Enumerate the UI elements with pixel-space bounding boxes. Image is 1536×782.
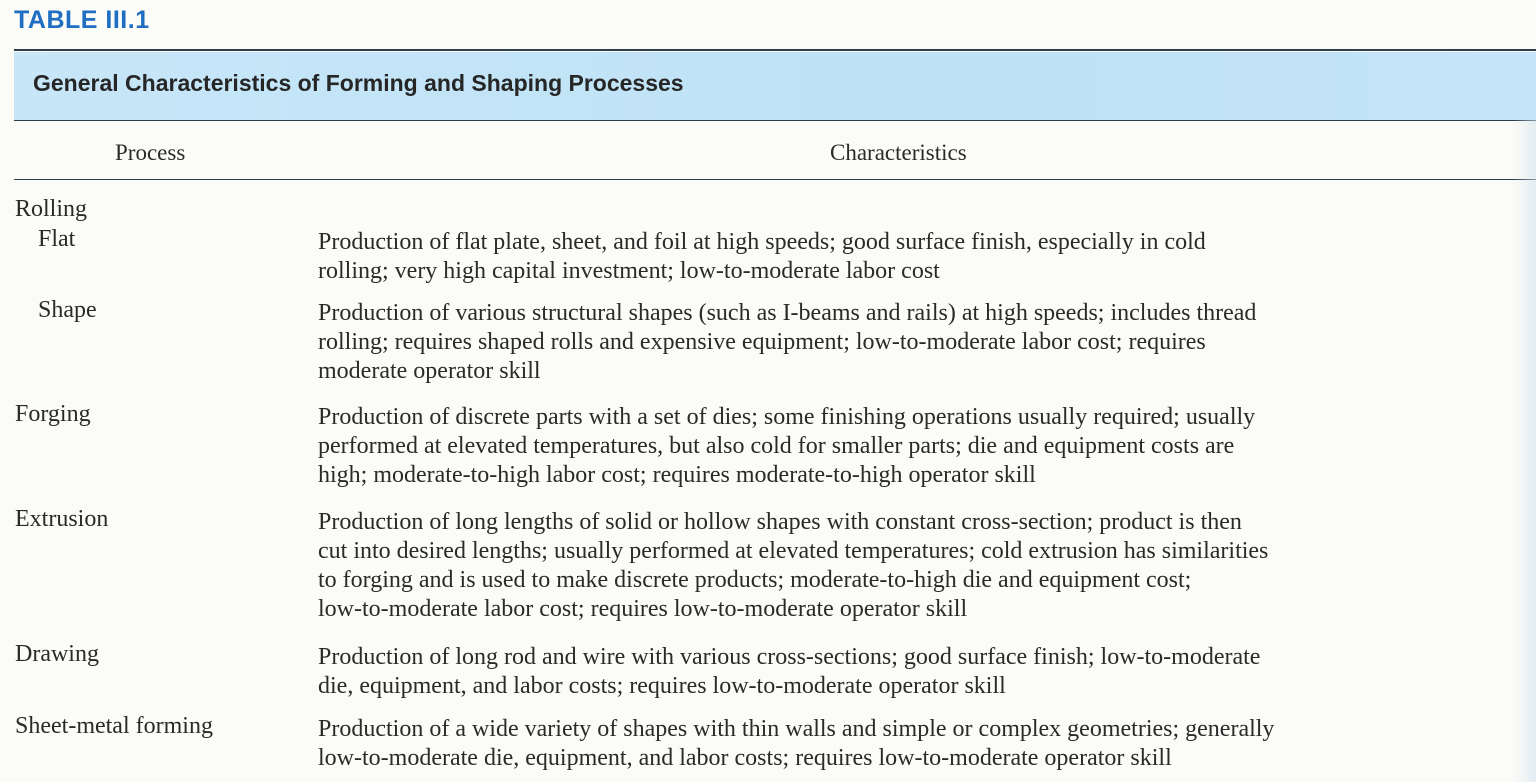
column-header-process: Process bbox=[115, 140, 186, 165]
table-label: TABLE III.1 bbox=[14, 6, 150, 34]
description-sheet-metal-forming: Production of a wide variety of shapes with thin walls and simple or complex geometries; generally low-to-moderate die, equipment, and labor costs; requires low-to-moderate operator skill bbox=[318, 716, 1275, 771]
process-extrusion: Extrusion bbox=[15, 506, 109, 532]
table-title: General Characteristics of Forming and Shaping Processes bbox=[33, 70, 684, 96]
page-edge-shadow bbox=[1514, 120, 1536, 782]
description-flat: Production of flat plate, sheet, and foil at high speeds; good surface finish, especially in cold rolling; very high capital investment; low-to-moderate labor cost bbox=[318, 229, 1206, 284]
header-rule bbox=[14, 179, 1536, 180]
process-forging: Forging bbox=[15, 401, 91, 427]
description-drawing: Production of long rod and wire with various cross-sections; good surface finish; low-to-moderate die, equipment, and labor costs; requires low-to-moderate operator skill bbox=[318, 644, 1261, 699]
description-forging: Production of discrete parts with a set of dies; some finishing operations usually required; usually performed at elevated temperatures, but also cold for smaller parts; die and equipment costs are high; moderate-to-high labor cost; requires moderate-to-high operator skill bbox=[318, 404, 1256, 488]
top-rule bbox=[14, 49, 1536, 51]
process-drawing: Drawing bbox=[15, 641, 99, 667]
process-sheet-metal-forming: Sheet-metal forming bbox=[15, 713, 213, 739]
process-rolling: Rolling bbox=[15, 196, 88, 222]
process-shape: Shape bbox=[38, 297, 97, 323]
description-shape: Production of various structural shapes (such as I-beams and rails) at high speeds; includes thread rolling; requires shaped rolls and expensive equipment; low-to-moderate labor cost; requires moderate operator skill bbox=[318, 300, 1257, 384]
title-band-rule bbox=[14, 120, 1536, 121]
process-flat: Flat bbox=[38, 226, 76, 252]
description-extrusion: Production of long lengths of solid or hollow shapes with constant cross-section; product is then cut into desired lengths; usually performed at elevated temperatures; cold extrusion has similarities to forging and is used to make discrete products; moderate-to-high die and equipment cost; low-to-moderate labor cost; requires low-to-moderate operator skill bbox=[318, 509, 1269, 622]
column-header-characteristics: Characteristics bbox=[830, 140, 967, 165]
